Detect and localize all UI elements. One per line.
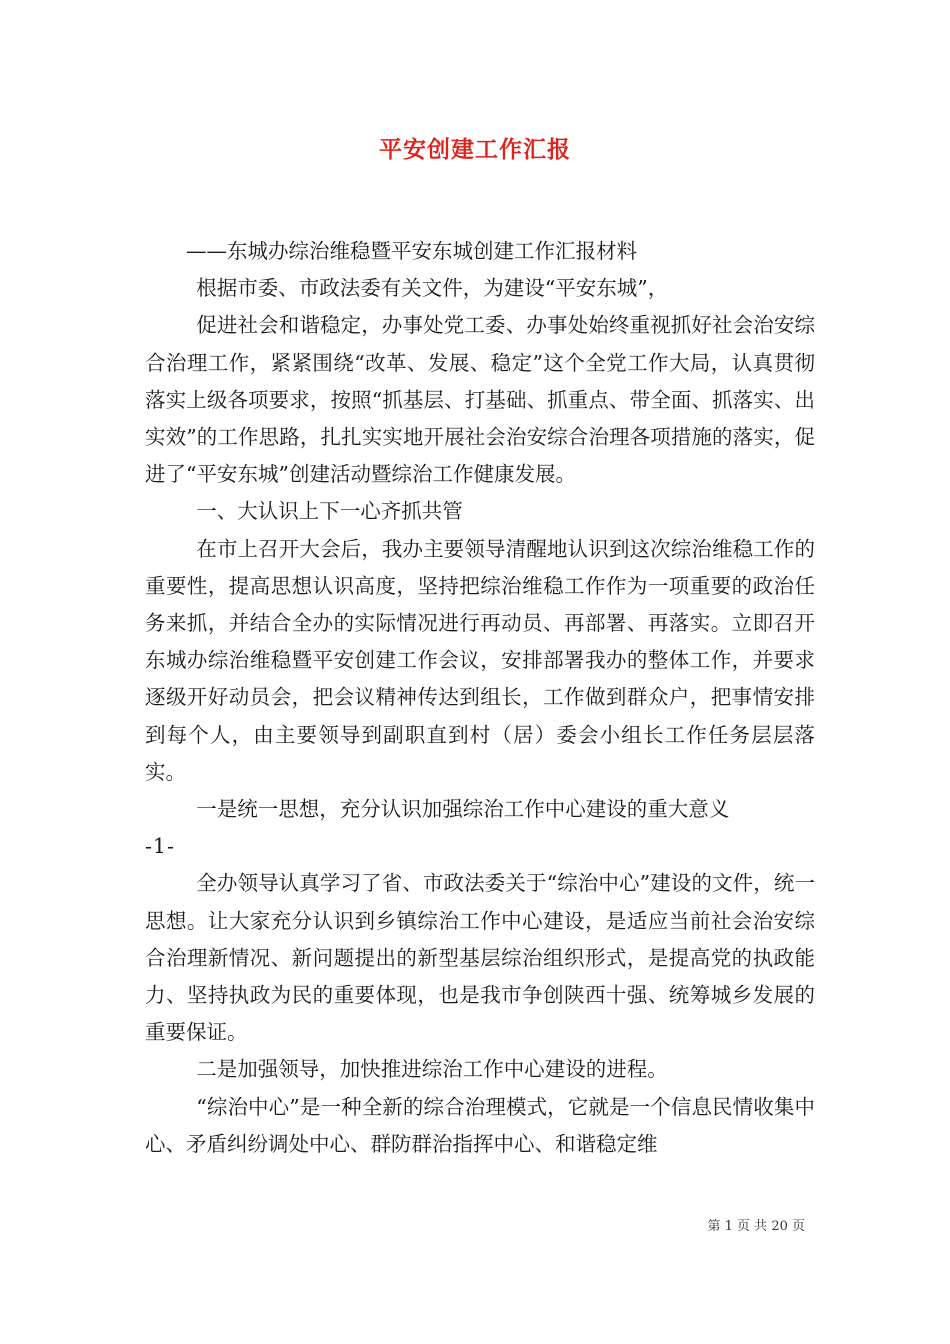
paragraph: 根据市委、市政法委有关文件，为建设“平安东城”， <box>196 276 669 301</box>
paragraph: 全办领导认真学习了省、市政法委关于“综治中心”建设的文件，统一思想。让大家充分认识到乡镇综治工作中心建设，是适应当前社会治安综合治理新情况、新问题提出的新型基层综治组织形式，是提高党的执政能力、坚持执政为民的重要体现，也是我市争创陕西十强、统筹城乡发展的重要保证。 <box>145 871 815 1045</box>
document-subtitle: ——东城办综治维稳暨平安东城创建工作汇报材料 <box>186 239 637 263</box>
sub-heading: 一是统一思想，充分认识加强综治工作中心建设的重大意义 <box>196 797 730 822</box>
paragraph: “综治中心”是一种全新的综合治理模式，它就是一个信息民情收集中心、矛盾纠纷调处中心、群防群治指挥中心、和谐稳定维 <box>145 1094 815 1156</box>
inline-page-number: -1- <box>145 834 175 859</box>
paragraph: 在市上召开大会后，我办主要领导清醒地认识到这次综治维稳工作的重要性，提高思想认识高度，坚持把综治维稳工作作为一项重要的政治任务来抓，并结合全办的实际情况进行再动员、再部署、再落实。立即召开东城办综治维稳暨平安创建工作会议，安排部署我办的整体工作，并要求逐级开好动员会，把会议精神传达到组长，工作做到群众户，把事情安排到每个人，由主要领导到副职直到村（居）委会小组长工作任务层层落实。 <box>145 536 815 784</box>
sub-heading: 二是加强领导，加快推进综治工作中心建设的进程。 <box>196 1057 668 1082</box>
paragraph: 促进社会和谐稳定，办事处党工委、办事处始终重视抓好社会治安综合治理工作，紧紧围绕“改革、发展、稳定”这个全党工作大局，认真贯彻落实上级各项要求，按照“抓基层、打基础、抓重点、带全面、抓落实、出实效”的工作思路，扎扎实实地开展社会治安综合治理各项措施的落实，促进了“平安东城”创建活动暨综治工作健康发展。 <box>145 313 815 487</box>
page-footer: 第 1 页 共 20 页 <box>707 1219 805 1234</box>
document-title: 平安创建工作汇报 <box>379 136 571 163</box>
document-body <box>145 233 815 1163</box>
section-heading: 一、大认识上下一心齐抓共管 <box>196 499 463 524</box>
